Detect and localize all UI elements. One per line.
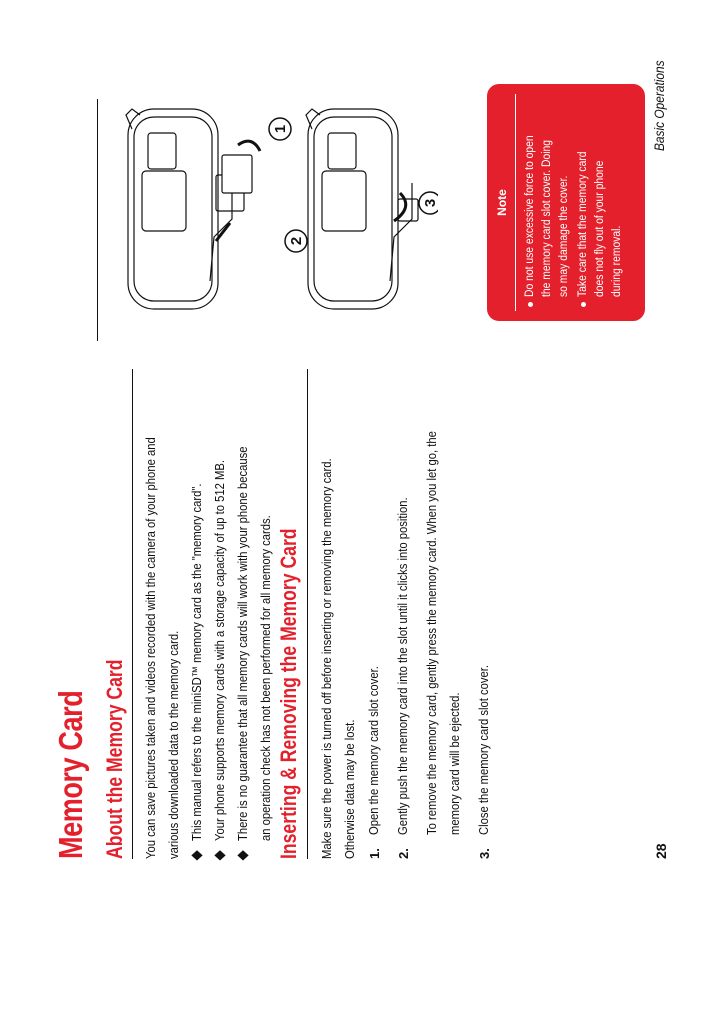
text-line: Make sure the power is turned off before inserting or removing the memory card. (320, 458, 334, 859)
diamond-bullet-icon (214, 850, 225, 860)
page-title: Memory Card (52, 690, 89, 859)
text-line: various downloaded data to the memory card. (167, 630, 181, 859)
note-item-1 (522, 135, 573, 297)
step-text: Open the memory card slot cover. (367, 666, 381, 835)
text-line: Otherwise data may be lost. (343, 719, 357, 859)
diamond-bullet-icon (191, 850, 202, 860)
callout-label-2: 2 (288, 236, 305, 246)
bullet-item (232, 446, 255, 841)
note-box (487, 84, 645, 321)
note-line-text: so may damage the cover. (558, 175, 570, 297)
diamond-bullet-icon (237, 850, 248, 860)
section-footer: Basic Operations (651, 60, 667, 151)
step-text: Close the memory card slot cover. (477, 664, 491, 835)
page-number: 28 (653, 843, 669, 859)
callout-label-1: 1 (272, 124, 289, 134)
note-line-text: Take care that the memory card (577, 151, 589, 297)
note-title: Note (495, 189, 509, 216)
bullet-item (209, 446, 232, 841)
callout-circles (269, 118, 438, 252)
step-text: Gently push the memory card into the slot until it clicks into position. (396, 497, 410, 835)
step-subtext (421, 431, 467, 835)
text-line: memory card will be ejected. (448, 692, 462, 835)
note-line-text: during removal. (611, 225, 623, 297)
note-divider (515, 94, 516, 311)
step-number: 1. (367, 848, 382, 859)
bullet-text: This manual refers to the miniSD™ memory card as the "memory card". (190, 483, 204, 841)
inserting-intro (316, 458, 362, 859)
note-line-text: does not fly out of your phone (594, 160, 606, 297)
phone-drawing-1 (126, 109, 260, 309)
memory-card-illustration (98, 99, 438, 341)
steps-list (363, 359, 503, 859)
phone-illustration (98, 99, 438, 341)
heading-underline-about (132, 369, 133, 859)
heading-underline-inserting (307, 369, 308, 859)
section-heading-inserting: Inserting & Removing the Memory Card (276, 528, 301, 859)
text-line: You can save pictures taken and videos recorded with the camera of your phone and (144, 437, 158, 859)
about-bullets (186, 446, 278, 841)
step-number: 2. (396, 848, 411, 859)
step-number: 3. (477, 848, 492, 859)
bullet-item (186, 446, 209, 841)
text-line: To remove the memory card, gently press the memory card. When you let go, the (425, 431, 439, 835)
phone-drawing-2 (306, 109, 418, 309)
about-intro (140, 437, 186, 859)
callout-label-3: 3 (422, 198, 439, 208)
note-bullet-icon (581, 302, 586, 307)
section-heading-about: About the Memory Card (102, 659, 127, 859)
bullet-item-continuation (255, 446, 278, 841)
note-bullet-icon (528, 302, 533, 307)
note-line-text: Do not use excessive force to open (524, 135, 536, 297)
note-item-2 (575, 151, 626, 297)
bullet-text: There is no guarantee that all memory cards will work with your phone because (236, 446, 250, 841)
bullet-text: an operation check has not been performed for all memory cards. (259, 515, 273, 841)
note-line-text: the memory card slot cover. Doing (541, 139, 553, 297)
bullet-text: Your phone supports memory cards with a storage capacity of up to 512 MB. (213, 459, 227, 841)
